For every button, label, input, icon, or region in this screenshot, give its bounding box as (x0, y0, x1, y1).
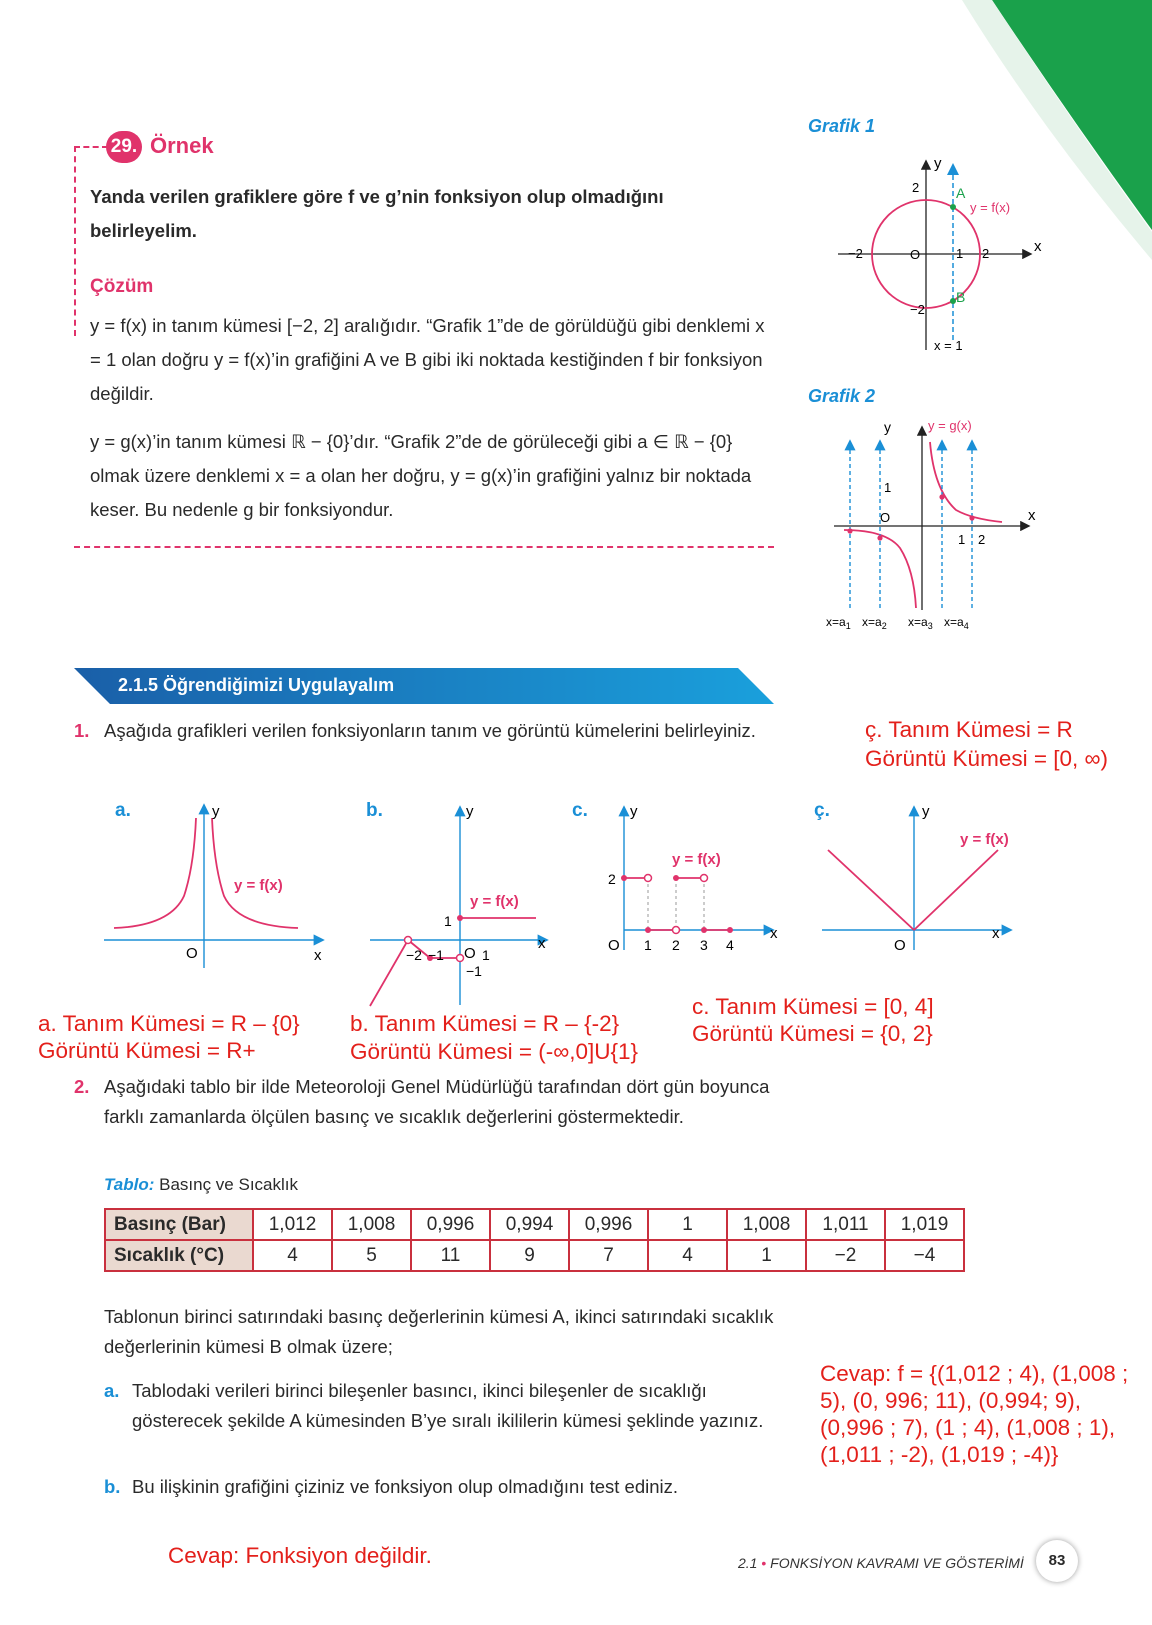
q2-part-a-text: Tablodaki verileri birinci bileşenler basıncı, ikinci bileşenler de sıcaklığı gösterecek şekilde A kümesinden B’ye sıralı ikililerin kümesi şeklinde yazınız. (132, 1380, 764, 1431)
table-cell: 1,008 (727, 1209, 806, 1240)
q1b-y-label: y (466, 803, 474, 820)
q1b-tick-y1: 1 (444, 913, 452, 929)
q1b-segment-left (370, 940, 408, 1006)
table-cell: 1 (648, 1209, 727, 1240)
table-cell: 1 (727, 1240, 806, 1271)
q1c-dot-3 (701, 927, 707, 933)
hand-cc-line1: ç. Tanım Kümesi = R (865, 717, 1073, 742)
grafik2-intersection-4 (969, 515, 974, 520)
grafik1-title: Grafik 1 (808, 116, 876, 136)
grafik1-chart (830, 150, 1050, 360)
grafik2-intersection-3 (939, 494, 944, 499)
q2-part-a-label: a. (104, 1380, 120, 1401)
grafik2-line-label-3: $x=a_3$ (908, 615, 933, 631)
q1b-open-point-2 (457, 955, 464, 962)
q1-graph-a (100, 800, 330, 970)
hand-a-line2: Görüntü Kümesi = R+ (38, 1038, 256, 1063)
grafik2-tick-y1: 1 (884, 480, 892, 495)
grafik1-x-label: x (1034, 238, 1042, 255)
table-cell: 1,012 (253, 1209, 332, 1240)
grafik1-tick-x2: 2 (982, 246, 990, 261)
table-cell: 11 (411, 1240, 490, 1271)
q2-part-b-label: b. (104, 1476, 121, 1497)
q1c-open-3 (701, 875, 708, 882)
q2-number: 2. (74, 1076, 90, 1097)
grafik1-tick-y2: 2 (912, 180, 920, 195)
q1b-tick-xm1: −1 (428, 947, 444, 963)
q1a-curve-right (212, 818, 298, 928)
table-cell: 9 (490, 1240, 569, 1271)
table-cell: 1,019 (885, 1209, 964, 1240)
pressure-temperature-table (104, 1208, 965, 1272)
hand-answer-set-3: (0,996 ; 7), (1 ; 4), (1,008 ; 1), (820, 1415, 1116, 1440)
table-cell: −4 (885, 1240, 964, 1271)
q1a-curve-left (114, 818, 196, 928)
q2-part-b-text: Bu ilişkinin grafiğini çiziniz ve fonksiyon olup olmadığını test ediniz. (132, 1476, 679, 1497)
grafik2-y-label: y (884, 419, 891, 435)
q1-graph-c (600, 800, 790, 960)
grafik1-line-label: x = 1 (934, 338, 963, 353)
q1c-tick-y2: 2 (608, 871, 616, 887)
q1c-x-label: x (770, 925, 778, 942)
grafik2-intersection-2 (877, 535, 882, 540)
grafik2-line-label-2: $x=a_2$ (862, 615, 887, 631)
table-cell: 0,996 (569, 1209, 648, 1240)
table-cell: 5 (332, 1240, 411, 1271)
hand-answer-function: Cevap: Fonksiyon değildir. (168, 1543, 432, 1568)
q1-number: 1. (74, 720, 90, 741)
table-cell: 1,008 (332, 1209, 411, 1240)
grafik1-point-a: A (956, 185, 966, 201)
table-row (105, 1209, 964, 1240)
q1c-y-label: y (630, 803, 638, 820)
grafik2-x-label: x (1028, 507, 1036, 524)
q1c-tick-x4: 4 (726, 937, 734, 953)
q1-text: Aşağıda grafikleri verilen fonksiyonların tanım ve görüntü kümelerini belirleyiniz. (104, 720, 756, 741)
table-caption-label: Tablo: (104, 1175, 155, 1194)
q1b-tick-ym1: −1 (466, 963, 482, 979)
table-row (105, 1240, 964, 1271)
example-frame-top (74, 146, 108, 148)
example-number-badge: 29. (106, 131, 142, 163)
q1a-x-label: x (314, 947, 322, 964)
q1-graph-cc-label: ç. (814, 800, 830, 821)
table-cell: 1,011 (806, 1209, 885, 1240)
q1b-open-point (405, 937, 412, 944)
table-caption (104, 1175, 298, 1195)
q1c-dot-1 (645, 927, 651, 933)
q1c-tick-x1: 1 (644, 937, 652, 953)
q1-graph-c-label: c. (572, 800, 588, 821)
grafik2-tick-x2: 2 (978, 532, 986, 547)
q1b-point-0-1 (457, 915, 463, 921)
table-cell: −2 (806, 1240, 885, 1271)
hand-c-line1: c. Tanım Kümesi = [0, 4] (692, 994, 934, 1019)
grafik2-line-label-1: $x=a_1$ (826, 615, 851, 631)
grafik1-point-b: B (956, 289, 966, 305)
table-cell: 7 (569, 1240, 648, 1271)
solution-label: Çözüm (90, 276, 154, 297)
q2-after-table: Tablonun birinci satırındaki basınç değerlerinin kümesi A, ikinci satırındaki sıcaklık değerlerinin kümesi B olmak üzere; (104, 1306, 774, 1357)
q1-graph-b (360, 800, 560, 1010)
grafik1-point-a-dot (950, 204, 956, 210)
q1c-open-1 (645, 875, 652, 882)
q1a-origin: O (186, 945, 198, 962)
grafik1-tick-ym2: −2 (910, 302, 925, 317)
q1cc-right-ray (914, 850, 998, 930)
grafik1-origin: O (910, 247, 921, 262)
table-row-header: Sıcaklık (°C) (105, 1240, 253, 1271)
solution-paragraph-1: y = f(x) in tanım kümesi [−2, 2] aralığıdır. “Grafik 1”de de görüldüğü gibi denklemi x = 1 olan doğru y = f(x)’in grafiğini A ve B gibi iki noktada kestiğinden f bir fonksiyon değildir. (90, 315, 765, 404)
q1cc-left-ray (828, 850, 914, 930)
footer-chapter-title: FONKSİYON KAVRAMI VE GÖSTERİMİ (770, 1555, 1024, 1571)
footer-chapter (738, 1555, 1024, 1571)
hand-answer-set-1: Cevap: f = {(1,012 ; 4), (1,008 ; (820, 1361, 1129, 1386)
q1b-curve-label: y = f(x) (470, 893, 519, 910)
solution-paragraph-2: y = g(x)’in tanım kümesi ℝ − {0}’dır. “Grafik 2”de de görüleceği gibi a ∈ ℝ − {0} olmak üzere denklemi x = a olan her doğru, y = g(x)’in grafiğini yalnız bir noktada keser. Bu nedenle g bir fonksiyondur. (90, 431, 752, 520)
q2-text: Aşağıdaki tablo bir ilde Meteoroloji Genel Müdürlüğü tarafından dört gün boyunca farklı zamanlarda ölçülen basınç ve sıcaklık değerlerini göstermektedir. (104, 1076, 770, 1127)
q1c-tick-x2: 2 (672, 937, 680, 953)
section-title: 2.1.5 Öğrendiğimizi Uygulayalım (118, 675, 395, 695)
q1a-y-label: y (212, 803, 220, 820)
q1b-x-label: x (538, 935, 546, 952)
q1c-dot-4 (727, 927, 733, 933)
q1c-open-2 (673, 927, 680, 934)
section-header (74, 668, 774, 704)
grafik1-tick-xm2: −2 (848, 246, 863, 261)
q1b-tick-x1: 1 (482, 947, 490, 963)
table-cell: 0,994 (490, 1209, 569, 1240)
table-row-header: Basınç (Bar) (105, 1209, 253, 1240)
grafik2-line-label-4: $x=a_4$ (944, 615, 969, 631)
q1cc-x-label: x (992, 925, 1000, 942)
example-label: Örnek (150, 133, 214, 158)
page-number: 83 (1036, 1540, 1078, 1582)
hand-answer-set-2: 5), (0, 996; 11), (0,994; 9), (820, 1388, 1081, 1413)
table-cell: 4 (648, 1240, 727, 1271)
grafik2-origin: O (880, 510, 891, 525)
q1c-curve-label: y = f(x) (672, 851, 721, 868)
example-bottom-divider (74, 546, 774, 548)
table-cell: 0,996 (411, 1209, 490, 1240)
hand-b-line1: b. Tanım Kümesi = R – {-2} (350, 1011, 620, 1036)
q1cc-origin: O (894, 937, 906, 954)
q1cc-curve-label: y = f(x) (960, 831, 1009, 848)
q1c-origin: O (608, 937, 620, 954)
hand-b-line2: Görüntü Kümesi = (-∞,0]U{1} (350, 1039, 639, 1064)
example-statement: Yanda verilen grafiklere göre f ve g’nin fonksiyon olup olmadığını belirleyelim. (90, 186, 664, 241)
q1-graph-a-label: a. (115, 800, 131, 821)
hand-c-line2: Görüntü Kümesi = {0, 2} (692, 1021, 933, 1046)
q1-graph-cc (818, 800, 1018, 960)
grafik2-intersection-1 (847, 528, 852, 533)
q1c-dot-2 (673, 875, 679, 881)
hand-answer-set-4: (1,011 ; -2), (1,019 ; -4)} (820, 1442, 1059, 1467)
q1b-origin: O (464, 945, 476, 962)
grafik2-title: Grafik 2 (808, 386, 876, 406)
q1cc-y-label: y (922, 803, 930, 820)
q1-graph-b-label: b. (366, 800, 383, 821)
table-caption-text: Basınç ve Sıcaklık (159, 1175, 298, 1194)
example-frame-left (74, 146, 76, 336)
q1c-dot-0 (621, 875, 627, 881)
footer-chapter-number: 2.1 (738, 1555, 758, 1571)
grafik1-y-label: y (934, 155, 942, 172)
grafik2-chart (826, 418, 1050, 631)
grafik1-curve-label: y = f(x) (970, 200, 1011, 215)
footer-bullet: • (761, 1555, 767, 1571)
q1c-tick-x3: 3 (700, 937, 708, 953)
hand-cc-line2: Görüntü Kümesi = [0, ∞) (865, 746, 1109, 771)
grafik2-curve-label: y = g(x) (928, 418, 972, 433)
q1b-tick-xm2: −2 (406, 947, 422, 963)
grafik2-curve-right (930, 442, 1002, 522)
grafik1-tick-x1: 1 (956, 246, 964, 261)
q1a-curve-label: y = f(x) (234, 877, 283, 894)
grafik2-tick-x1: 1 (958, 532, 966, 547)
table-cell: 4 (253, 1240, 332, 1271)
hand-a-line1: a. Tanım Kümesi = R – {0} (38, 1011, 300, 1036)
